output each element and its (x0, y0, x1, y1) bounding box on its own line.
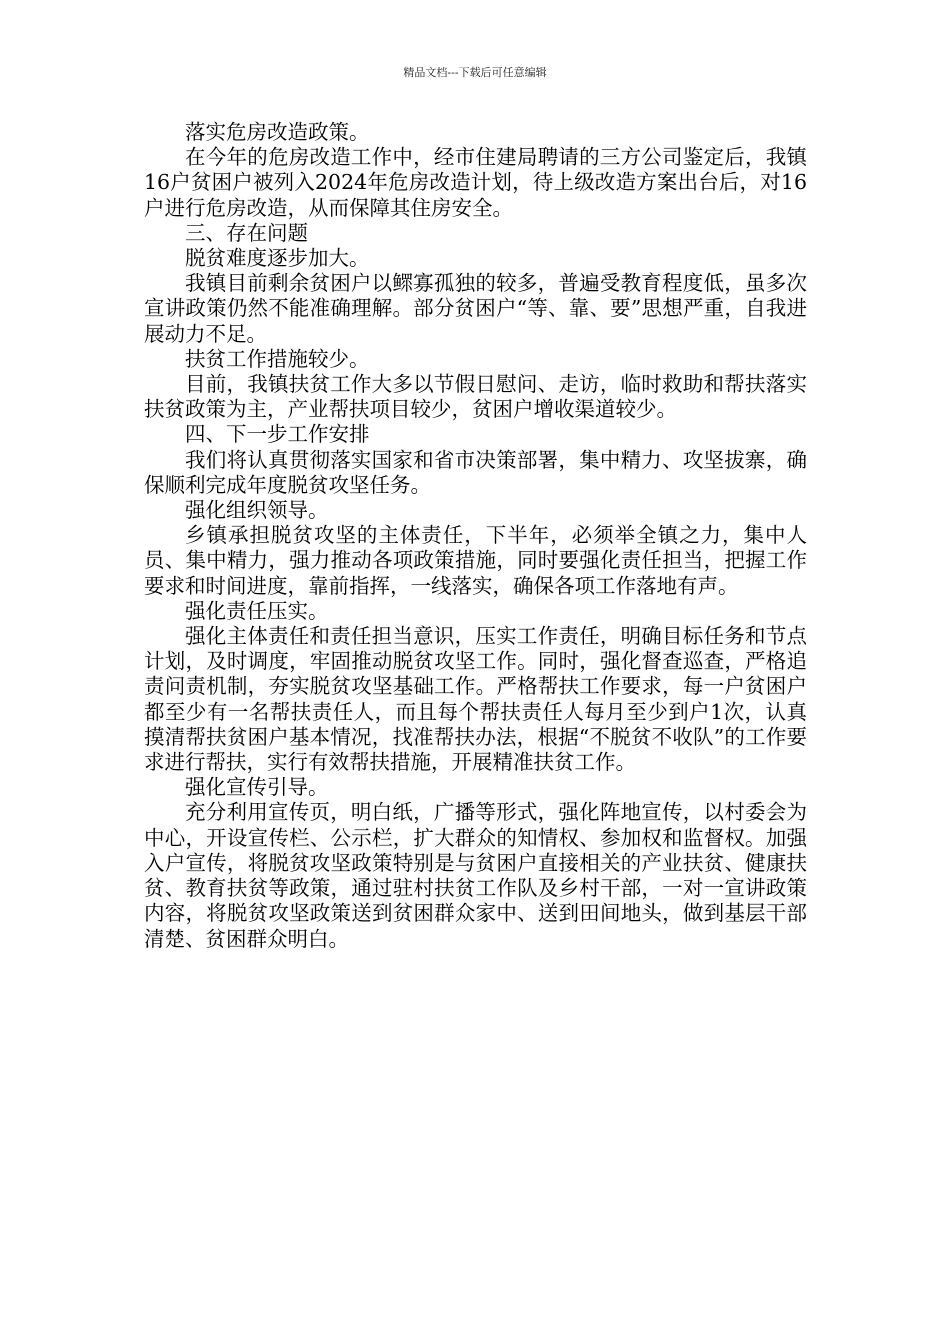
paragraph: 脱贫难度逐步加大。 (185, 246, 370, 271)
paragraph: 扶贫工作措施较少。 (185, 346, 370, 371)
paragraph: 强化组织领导。 (185, 498, 329, 523)
paragraph: 我镇目前剩余贫困户以鳏寡孤独的较多，普遍受教育程度低，虽多次宣讲政策仍然不能准确理解。部分贫困户“等、靠、要”思想严重，自我进展动力不足。 (144, 271, 807, 346)
paragraph: 在今年的危房改造工作中，经市住建局聘请的三方公司鉴定后，我镇16户贫困户被列入2024年危房改造计划，待上级改造方案出台后，对16户进行危房改造，从而保障其住房安全。 (144, 145, 807, 220)
paragraph: 目前，我镇扶贫工作大多以节假日慰问、走访，临时救助和帮扶落实扶贫政策为主，产业帮扶项目较少，贫困户增收渠道较少。 (144, 372, 807, 422)
paragraph: 强化主体责任和责任担当意识，压实工作责任，明确目标任务和节点计划，及时调度，牢固推动脱贫攻坚工作。同时，强化督查巡查，严格追责问责机制，夯实脱贫攻坚基础工作。严格帮扶工作要求，每一户贫困户都至少有一名帮扶责任人，而且每个帮扶责任人每月至少到户1次，认真摸清帮扶贫困户基本情况，找准帮扶办法，根据“不脱贫不收队”的工作要求进行帮扶，实行有效帮扶措施，开展精准扶贫工作。 (144, 624, 807, 775)
paragraph: 落实危房改造政策。 (185, 120, 370, 144)
paragraph: 强化宣传引导。 (185, 775, 329, 800)
page-header: 精品文档---下载后可任意编辑 (403, 66, 547, 79)
document-body (144, 120, 807, 952)
section-heading: 三、存在问题 (185, 220, 308, 245)
paragraph: 充分利用宣传页，明白纸，广播等形式，强化阵地宣传，以村委会为中心，开设宣传栏、公示栏，扩大群众的知情权、参加权和监督权。加强入户宣传，将脱贫攻坚政策特别是与贫困户直接相关的产业扶贫、健康扶贫、教育扶贫等政策，通过驻村扶贫工作队及乡村干部，一对一宣讲政策内容，将脱贫攻坚政策送到贫困群众家中、送到田间地头，做到基层干部清楚、贫困群众明白。 (144, 800, 807, 951)
paragraph: 强化责任压实。 (185, 598, 329, 623)
paragraph: 乡镇承担脱贫攻坚的主体责任，下半年，必须举全镇之力，集中人员、集中精力，强力推动各项政策措施，同时要强化责任担当，把握工作要求和时间进度，靠前指挥，一线落实，确保各项工作落地有声。 (144, 523, 807, 598)
paragraph: 我们将认真贯彻落实国家和省市决策部署，集中精力、攻坚拔寨，确保顺利完成年度脱贫攻坚任务。 (144, 447, 807, 497)
section-heading: 四、下一步工作安排 (185, 422, 370, 447)
